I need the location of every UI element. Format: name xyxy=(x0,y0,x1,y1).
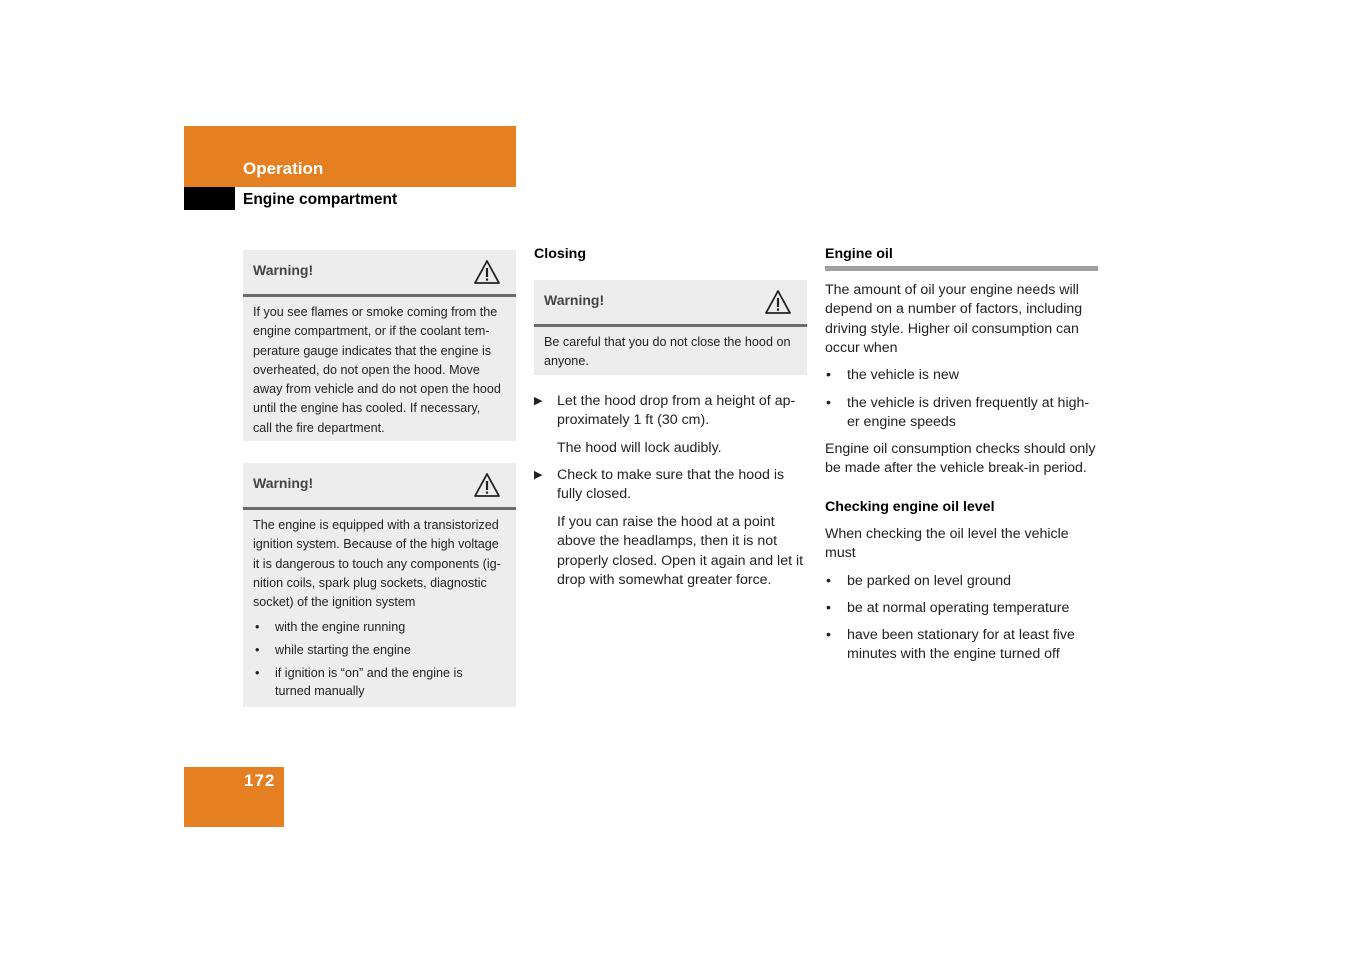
warning-triangle-icon xyxy=(473,472,501,498)
warning-text-line: socket) of the ignition system xyxy=(253,595,416,610)
warning-title: Warning! xyxy=(544,292,605,308)
warning-text-line: The engine is equipped with a transistorized xyxy=(253,518,499,532)
warning-text-line: it is dangerous to touch any components (ig- xyxy=(253,556,501,571)
checking-oil-intro xyxy=(825,525,1098,564)
step-arrow-icon: ▶ xyxy=(534,395,543,407)
closing-heading: Closing xyxy=(534,246,587,262)
step-text-line: proximately 1 ft (30 cm). xyxy=(557,412,710,429)
warning-text-line: ignition system. Because of the high voltage xyxy=(253,537,499,552)
step-text-line: Let the hood drop from a height of ap- xyxy=(557,393,796,409)
step-result: The hood will lock audibly. xyxy=(557,440,722,456)
warning-text-line: call the fire department. xyxy=(253,420,385,435)
warning-triangle-icon xyxy=(764,289,792,315)
heading-rule xyxy=(825,266,1098,271)
warning-title: Warning! xyxy=(253,475,314,491)
warning-text-line: overheated, do not open the hood. Move xyxy=(253,362,480,377)
warning-body xyxy=(243,510,516,715)
warning-text-line: If you see flames or smoke coming from the xyxy=(253,305,498,319)
text-line: must xyxy=(825,545,856,562)
section-marker xyxy=(184,187,235,210)
warning-body xyxy=(243,297,516,448)
warning-text-line: perature gauge indicates that the engine is xyxy=(253,343,492,358)
text-line: above the headlamps, then it is not xyxy=(557,533,778,550)
warning-header xyxy=(243,463,516,510)
subsection-title: Engine compartment xyxy=(243,191,398,208)
text-line: occur when xyxy=(825,339,898,356)
warning-header xyxy=(243,250,516,297)
text-line: properly closed. Open it again and let it xyxy=(557,552,804,569)
text-line: If you can raise the hood at a point xyxy=(557,514,775,530)
oil-consumption-note xyxy=(825,440,1098,479)
warning-body: Be careful that you do not close the hood on anyone. xyxy=(544,335,791,369)
page-number: 172 xyxy=(244,771,276,790)
text-line: Engine oil consumption checks should only xyxy=(825,441,1096,457)
list-item: • be parked on level ground xyxy=(826,573,1012,589)
list-item: • the vehicle is new xyxy=(826,367,959,383)
warning-box-flames xyxy=(243,250,516,441)
list-item: • the vehicle is driven frequently at high- er engine speeds xyxy=(826,395,1090,431)
warning-triangle-icon xyxy=(473,259,501,285)
list-item: • if ignition is “on” and the engine is turned manually xyxy=(253,664,475,700)
step-let-hood-drop xyxy=(534,392,807,431)
engine-oil-intro xyxy=(825,281,1098,358)
list-item: • be at normal operating temperature xyxy=(826,600,1070,616)
text-line: be made after the vehicle break-in period. xyxy=(825,460,1087,477)
warning-bullet-list xyxy=(253,618,508,700)
step-check-hood xyxy=(534,466,807,505)
warning-text-line: away from vehicle and do not open the hood xyxy=(253,382,501,397)
section-header-bar xyxy=(184,126,516,187)
step-arrow-icon: ▶ xyxy=(534,469,543,481)
text-line: drop with somewhat greater force. xyxy=(557,571,772,588)
list-item: • have been stationary for at least five minutes with the engine turned off xyxy=(826,627,1075,663)
step-note xyxy=(557,513,807,590)
text-line: The amount of oil your engine needs will xyxy=(825,282,1079,298)
list-item: • with the engine running xyxy=(253,618,508,636)
section-title: Operation xyxy=(243,159,324,178)
step-text-line: Check to make sure that the hood is xyxy=(557,467,785,483)
warning-text-line: nition coils, spark plug sockets, diagnostic xyxy=(253,575,487,590)
warning-box-closing xyxy=(534,280,807,375)
step-text-line: fully closed. xyxy=(557,486,632,503)
warning-title: Warning! xyxy=(253,262,314,278)
checking-oil-heading: Checking engine oil level xyxy=(825,499,995,515)
warning-box-ignition xyxy=(243,463,516,707)
warning-text-line: engine compartment, or if the coolant tem- xyxy=(253,324,490,339)
text-line: When checking the oil level the vehicle xyxy=(825,526,1069,542)
text-line: depend on a number of factors, including xyxy=(825,301,1083,318)
warning-header xyxy=(534,280,807,327)
engine-oil-heading: Engine oil xyxy=(825,246,893,262)
warning-text-line: until the engine has cooled. If necessary, xyxy=(253,401,481,416)
list-item: • while starting the engine xyxy=(253,641,508,659)
text-line: driving style. Higher oil consumption can xyxy=(825,320,1079,337)
